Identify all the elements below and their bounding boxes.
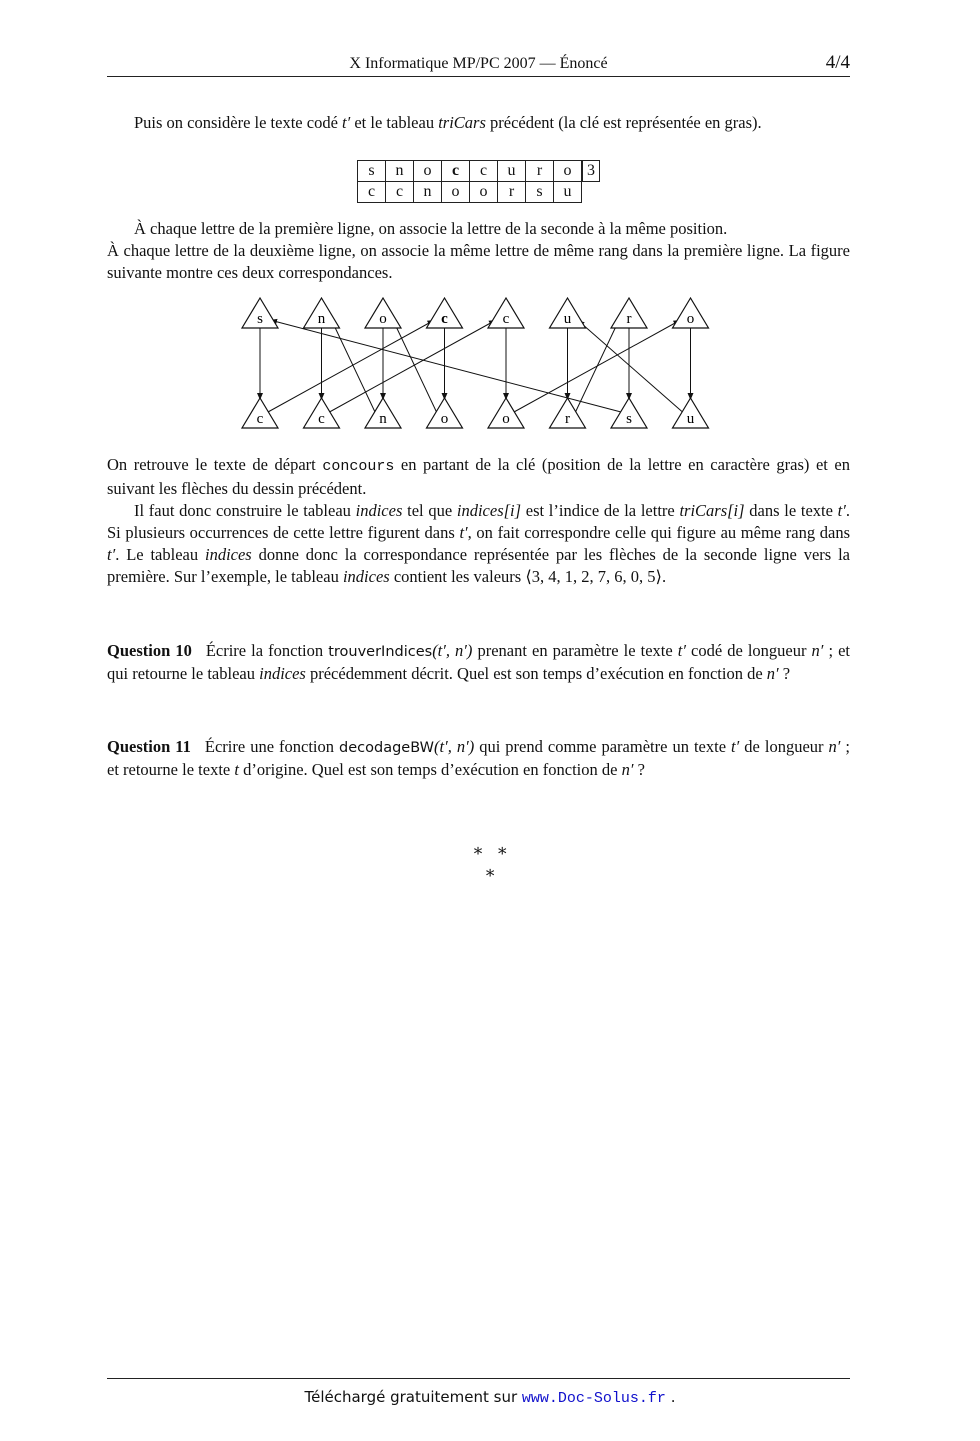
intro-tricars: triCars <box>438 113 486 132</box>
tprime-term: t′ <box>459 523 468 542</box>
question-10-label: Question 10 <box>107 641 192 660</box>
q10-text: codé de longueur <box>685 641 812 660</box>
indices-term: indices <box>342 567 390 586</box>
bottom-node <box>611 398 647 428</box>
q10-args: (t′, n′) <box>432 641 473 660</box>
table-cell: s <box>526 182 554 203</box>
up-arrow <box>330 320 497 412</box>
q11-text: de longueur <box>739 737 829 756</box>
node-letter: u <box>686 411 695 427</box>
page-number: 4/4 <box>825 52 850 73</box>
q10-text: Écrire la fonction <box>205 641 329 660</box>
table-cell: o <box>554 161 582 182</box>
q11-args: (t′, n′) <box>434 737 475 756</box>
key-box: 3 <box>582 160 600 182</box>
indices-values: ⟨3, 4, 1, 2, 7, 6, 0, 5⟩ <box>525 567 662 586</box>
intro-text-1: Puis on considère le texte codé <box>134 113 343 132</box>
retrouve-text-2: en partant de la clé (position de la lettre en caractère gras) et en suivant les flèches du dessin précédent. <box>107 455 850 498</box>
tricars-i-term: triCars[i] <box>679 501 745 520</box>
indices-text: . Si plusieurs occurrences de cette lettre figurent dans <box>107 501 850 542</box>
intro-tprime: t′ <box>342 113 351 132</box>
top-node <box>673 298 709 328</box>
intro-text-3: précédent (la clé est représentée en gras). <box>485 113 762 132</box>
node-letter: c <box>318 411 325 427</box>
retrouve-paragraph <box>107 454 850 500</box>
node-letter: n <box>317 311 326 327</box>
retrouve-text-1: On retrouve le texte de départ <box>107 455 323 474</box>
q11-tprime: t′ <box>731 737 740 756</box>
indices-text: Il faut donc construire le tableau <box>134 501 356 520</box>
footer-link[interactable]: www.Doc-Solus.fr <box>521 1390 666 1407</box>
node-letter: o <box>440 411 449 427</box>
node-letter: r <box>565 411 570 427</box>
footer-end: . <box>665 1388 676 1406</box>
top-node <box>242 298 278 328</box>
tprime-term: t′ <box>837 501 846 520</box>
q10-indices: indices <box>259 664 306 683</box>
up-arrow <box>393 320 437 412</box>
question-11-label: Question 11 <box>107 737 191 756</box>
top-node <box>427 298 463 328</box>
indices-text: contient les valeurs <box>389 567 526 586</box>
table-cell: c <box>470 161 498 182</box>
table-cell: c <box>386 182 414 203</box>
stars-line-2: ∗ <box>484 863 496 882</box>
table-cell: r <box>498 182 526 203</box>
up-arrow <box>268 320 435 412</box>
bottom-node <box>242 398 278 428</box>
node-letter: c <box>502 311 510 327</box>
top-node <box>611 298 647 328</box>
table-cell: s <box>358 161 386 182</box>
table-cell: u <box>498 161 526 182</box>
q10-tprime: t′ <box>677 641 686 660</box>
header-title: X Informatique MP/PC 2007 — Énoncé <box>349 55 608 72</box>
top-node <box>304 298 340 328</box>
table-cell: c <box>358 182 386 203</box>
bottom-node <box>673 398 709 428</box>
node-letter: r <box>626 311 632 327</box>
q10-text: ; et qui retourne le tableau <box>107 641 850 683</box>
page-header <box>107 52 850 77</box>
node-letter: o <box>686 311 695 327</box>
tricars-row-1 <box>358 161 582 182</box>
node-letter: s <box>257 311 263 327</box>
node-letter: o <box>502 411 510 427</box>
indices-term: indices <box>204 545 252 564</box>
node-letter: c <box>441 311 448 327</box>
indices-text: tel que <box>402 501 457 520</box>
indices-term: indices <box>355 501 403 520</box>
up-arrow <box>332 320 376 412</box>
indices-text: . <box>661 567 667 586</box>
table-cell: r <box>526 161 554 182</box>
nodes-layer <box>242 298 709 428</box>
assoc-paragraph <box>107 218 850 284</box>
table-cell: n <box>414 182 442 203</box>
q10-nprime: n′ <box>811 641 824 660</box>
question-11 <box>107 736 850 781</box>
node-letter: o <box>379 311 387 327</box>
q10-text: précédemment décrit. Quel est son temps d’exécution en fonction de <box>305 664 767 683</box>
table-cell: o <box>470 182 498 203</box>
stars-line-1: ∗ ∗ <box>472 841 508 860</box>
tricars-table <box>357 160 582 203</box>
q11-function-name: decodageBW <box>339 740 434 756</box>
indices-paragraph <box>107 500 850 588</box>
top-node <box>365 298 401 328</box>
table-cell-key: c <box>442 161 470 182</box>
tricars-row-2 <box>358 182 582 203</box>
question-10 <box>107 640 850 685</box>
node-letter: n <box>379 411 387 427</box>
q11-text: d’origine. Quel est son temps d’exécution en fonction de <box>238 760 622 779</box>
tprime-term: t′ <box>107 545 116 564</box>
node-letter: c <box>256 411 264 427</box>
indices-text: . Le tableau <box>115 545 205 564</box>
up-arrow <box>578 320 683 412</box>
q11-nprime: n′ <box>621 760 634 779</box>
footer <box>0 1388 980 1407</box>
indices-text: , on fait correspondre celle qui figure au même rang dans <box>467 523 850 542</box>
correspondence-diagram <box>230 290 730 432</box>
up-arrow <box>576 320 620 412</box>
intro-paragraph <box>107 112 850 134</box>
node-letter: u <box>563 311 572 327</box>
q11-text: qui prend comme paramètre un texte <box>474 737 732 756</box>
q11-nprime: n′ <box>828 737 841 756</box>
indices-text: dans le texte <box>744 501 838 520</box>
top-node <box>550 298 586 328</box>
q11-text: ; et retourne le texte <box>107 737 850 779</box>
table-cell: o <box>442 182 470 203</box>
q10-text: ? <box>778 664 791 683</box>
q11-text: ? <box>633 760 645 779</box>
bottom-node <box>488 398 524 428</box>
intro-text-2: et le tableau <box>350 113 439 132</box>
footer-rule <box>107 1378 850 1379</box>
concours-word: concours <box>322 458 395 475</box>
indices-text: est l’indice de la lettre <box>521 501 680 520</box>
arrows-layer <box>260 320 691 412</box>
footer-text: Téléchargé gratuitement sur <box>304 1388 522 1406</box>
bottom-node <box>304 398 340 428</box>
q11-text: Écrire une fonction <box>204 737 340 756</box>
q10-function-name: trouverIndices <box>328 644 433 660</box>
q10-text: prenant en paramètre le texte <box>472 641 678 660</box>
table-cell: o <box>414 161 442 182</box>
up-arrow <box>270 320 621 412</box>
q10-nprime: n′ <box>766 664 779 683</box>
q11-t: t <box>234 760 239 779</box>
node-letter: s <box>626 411 632 427</box>
table-cell: n <box>386 161 414 182</box>
assoc-line-2: À chaque lettre de la deuxième ligne, on associe la même lettre de même rang dans la première ligne. La figure suivante montre ces deux correspondances. <box>107 241 850 282</box>
top-node <box>488 298 524 328</box>
assoc-line-1: À chaque lettre de la première ligne, on associe la lettre de la seconde à la même position. <box>134 219 728 238</box>
indices-i-term: indices[i] <box>456 501 522 520</box>
indices-text: donne donc la correspondance représentée par les flèches de la seconde ligne vers la première. Sur l’exemple, le tableau <box>107 545 850 586</box>
table-cell: u <box>554 182 582 203</box>
